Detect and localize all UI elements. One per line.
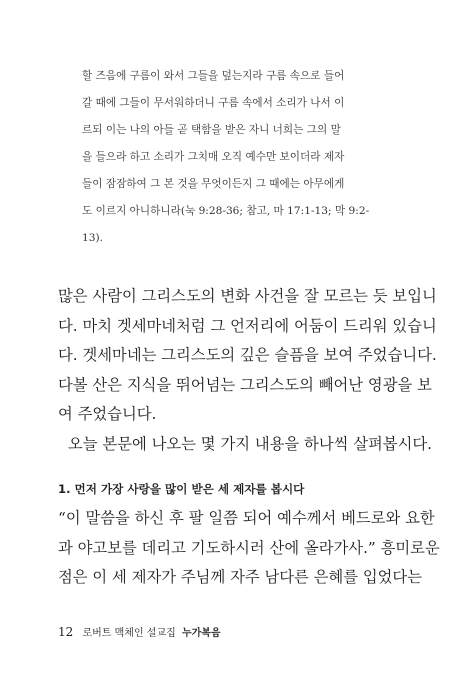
body-line: 오늘 본문에 나오는 몇 가지 내용을 하나씩 살펴봅시다. xyxy=(68,434,432,453)
quote-line: 도 이르지 아니하니라(눅 9:28-36; 참고, 마 17:1-13; 막 9:2- xyxy=(82,205,370,217)
scripture-quote xyxy=(82,63,412,252)
body-line: 다볼 산은 지식을 뛰어넘는 그리스도의 빼어난 영광을 보 xyxy=(58,375,432,394)
body-paragraph xyxy=(58,282,437,459)
book-title: 누가복음 xyxy=(181,628,221,639)
quote-line: 갈 때에 그들이 무서워하더니 구름 속에서 소리가 나서 이 xyxy=(82,97,345,109)
quote-line: 을 들으라 하고 소리가 그치매 오직 예수만 보이더라 제자 xyxy=(82,151,345,163)
page-footer xyxy=(58,624,221,639)
body-line: 다. 겟세마네는 그리스도의 깊은 슬픔을 보여 주었습니다. xyxy=(58,346,437,364)
section-heading: 1. 먼저 가장 사랑을 많이 받은 세 제자를 봅시다 xyxy=(58,482,305,496)
series-title: 로버트 맥체인 설교집 xyxy=(82,628,176,639)
quote-line: 할 즈음에 구름이 와서 그들을 덮는지라 구름 속으로 들어 xyxy=(82,70,345,82)
body-line: 많은 사람이 그리스도의 변화 사건을 잘 모르는 듯 보입니 xyxy=(58,287,437,305)
body-line: 다. 마치 겟세마네처럼 그 언저리에 어둠이 드리워 있습니 xyxy=(58,316,437,335)
page-number: 12 xyxy=(58,625,74,639)
body-line: “이 말씀을 하신 후 팔 일쯤 되어 예수께서 베드로와 요한 xyxy=(58,509,435,527)
quote-line: 13). xyxy=(82,232,103,244)
quote-line: 르되 이는 나의 아들 곧 택함을 받은 자니 너희는 그의 말 xyxy=(82,124,341,136)
body-line: 여 주었습니다. xyxy=(58,405,157,423)
body-line: 과 야고보를 데리고 기도하시러 산에 올라가사.” 흥미로운 xyxy=(58,538,440,557)
body-paragraph-2 xyxy=(58,504,440,593)
body-line: 점은 이 세 제자가 주님께 자주 남다른 은혜를 입었다는 xyxy=(58,568,422,586)
quote-line: 들이 잠잠하여 그 본 것을 무엇이든지 그 때에는 아무에게 xyxy=(82,178,345,190)
